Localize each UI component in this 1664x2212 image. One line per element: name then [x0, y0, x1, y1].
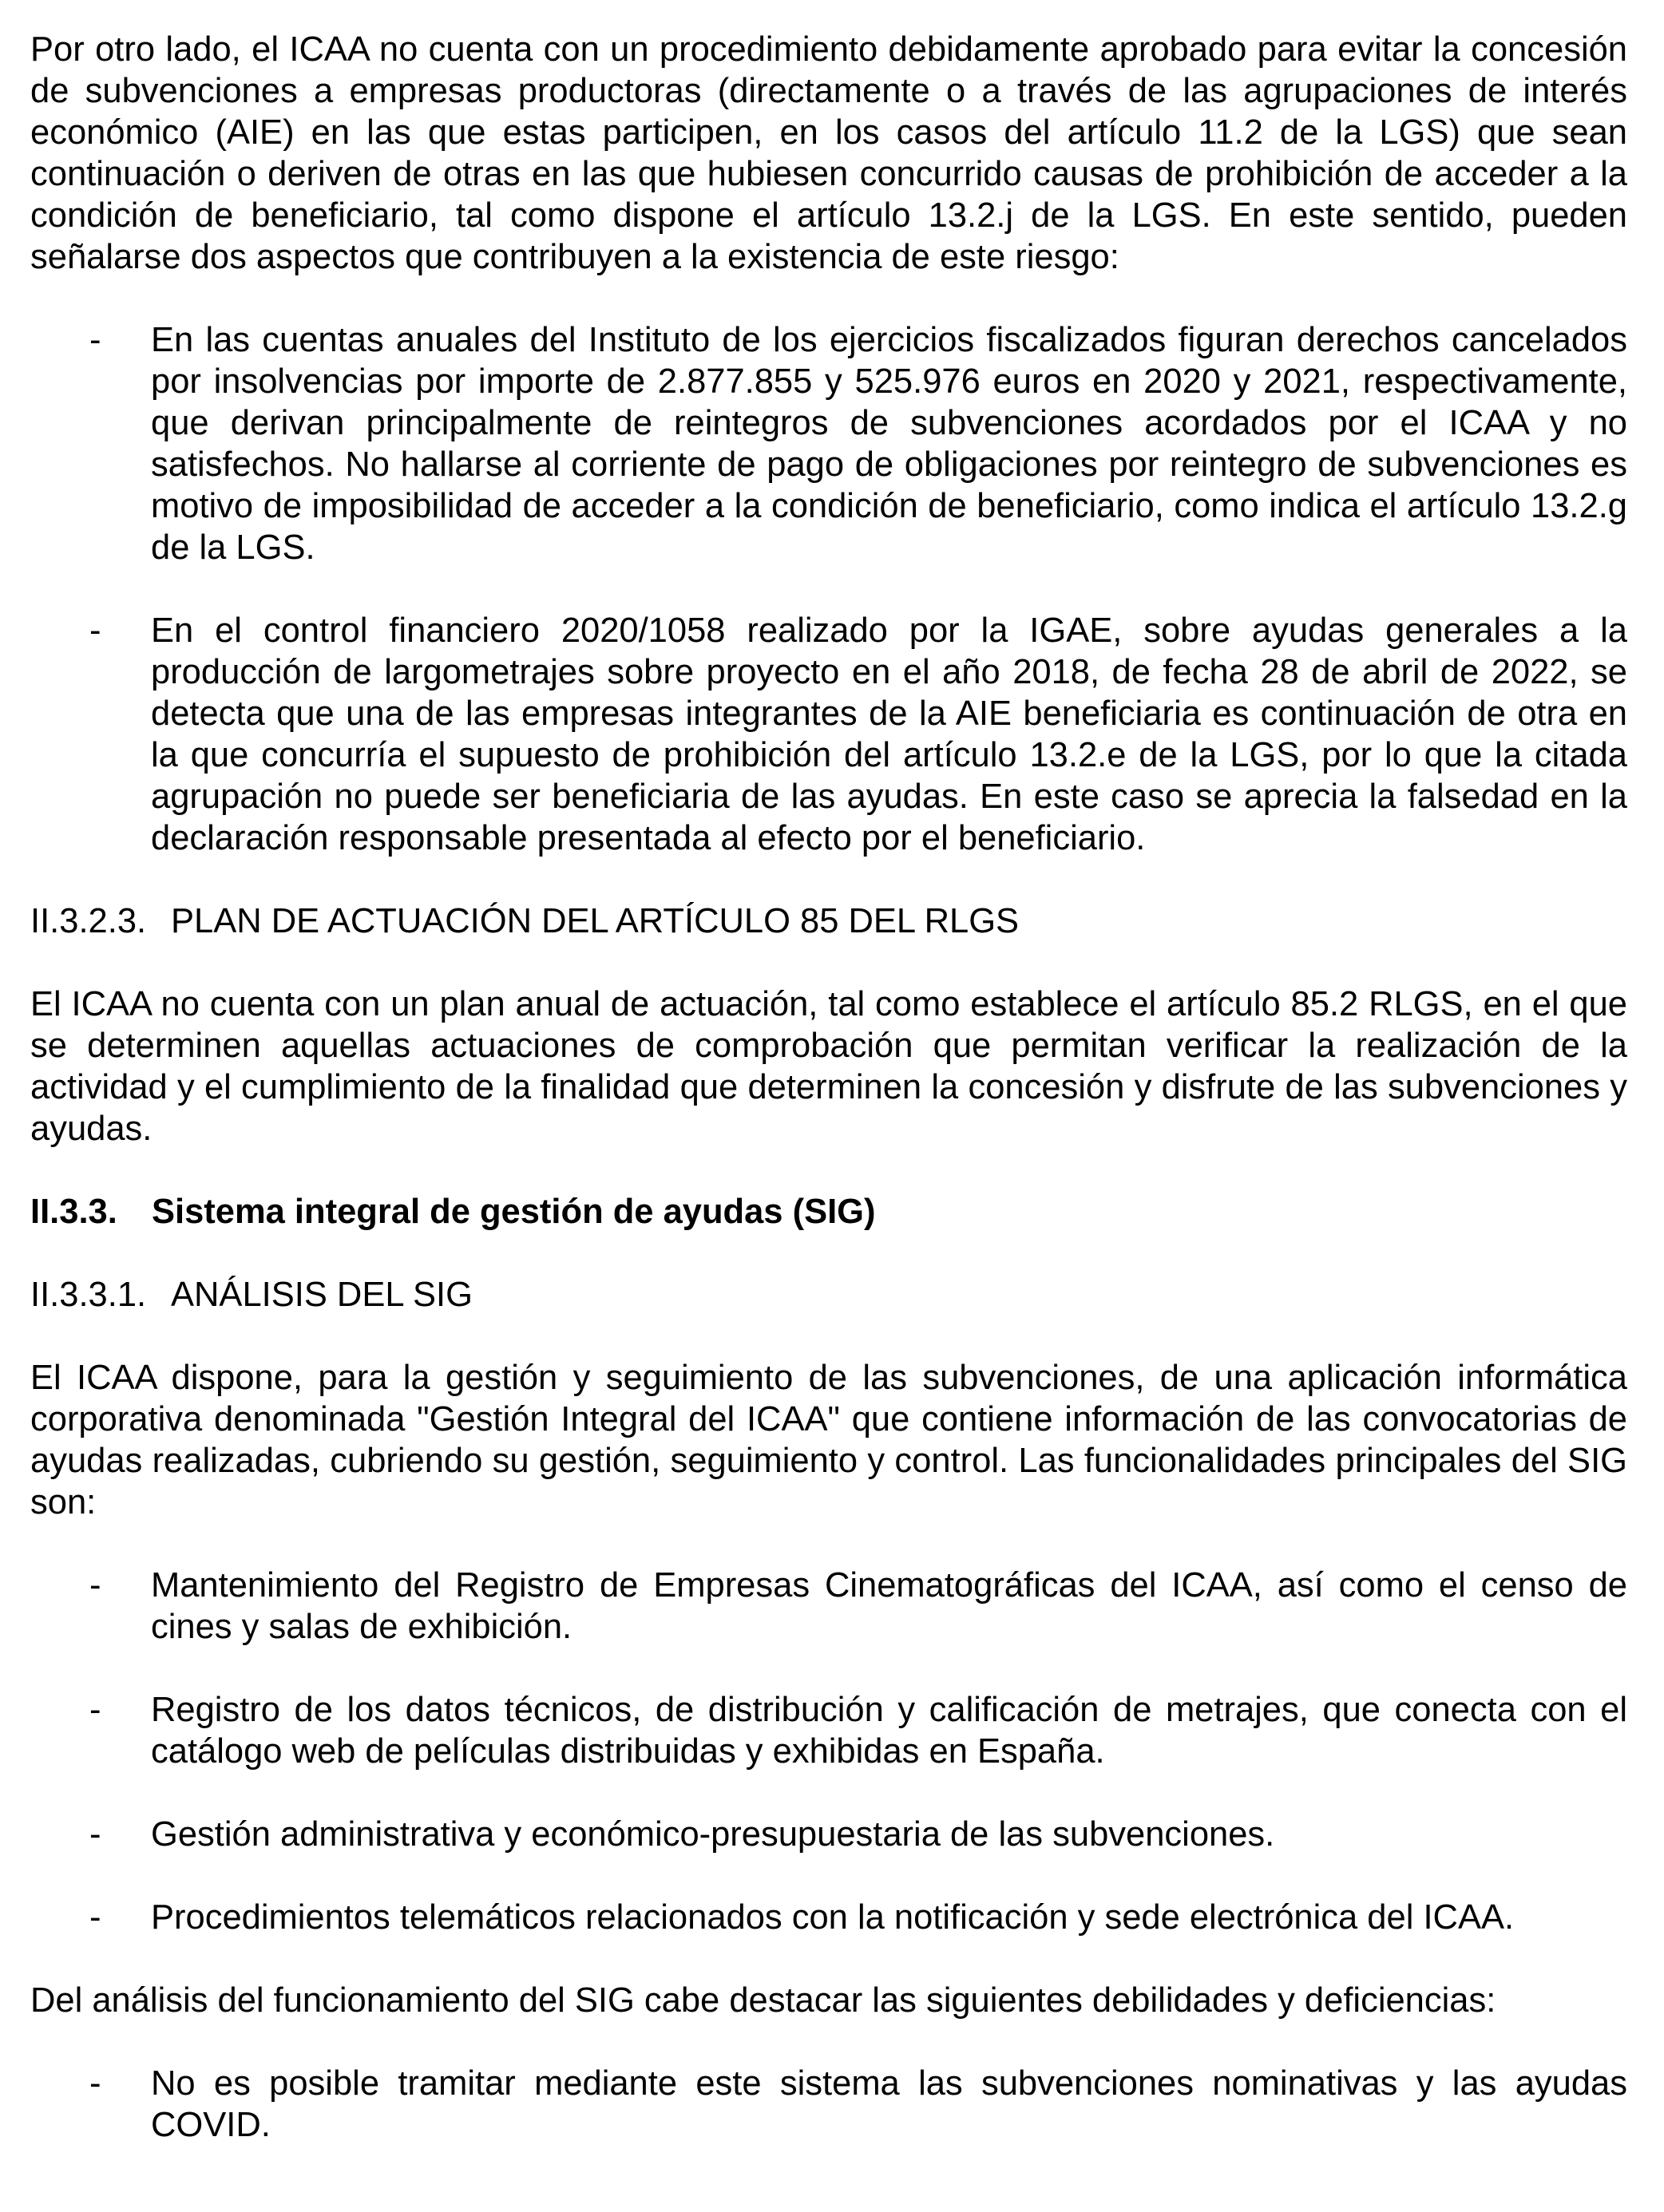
bullet-dash: - — [89, 1566, 101, 1605]
weaknesses-intro: Del análisis del funcionamiento del SIG cabe destacar las siguientes debilidades y deficiencias: — [30, 1981, 1496, 2020]
section-title: PLAN DE ACTUACIÓN DEL ARTÍCULO 85 DEL RLGS — [171, 902, 1020, 940]
section-heading-sig — [30, 1191, 1627, 1233]
risk-bullet-list — [30, 319, 1627, 859]
section-number: II.3.3.1. — [30, 1276, 147, 1314]
section-title: ANÁLISIS DEL SIG — [171, 1276, 473, 1314]
functionality-list — [30, 1565, 1627, 1938]
section-number: II.3.3. — [30, 1193, 117, 1231]
section-heading-analysis — [30, 1274, 1627, 1316]
plan-paragraph: El ICAA no cuenta con un plan anual de actuación, tal como establece el artículo 85.2 RLGS, en el que se determinen aquellas actuaciones de comprobación que permitan verificar la realización de la actividad y el cumplimiento de la finalidad que determinen la concesión y disfrute de las subvenciones y ayudas. — [30, 985, 1627, 1148]
intro-paragraph: Por otro lado, el ICAA no cuenta con un procedimiento debidamente aprobado para evitar la concesión de subvenciones a empresas productoras (directamente o a través de las agrupaciones de interés económico (AIE) en las que estas participen, en los casos del artículo 11.2 de la LGS) que sean continuación o deriven de otras en las que hubiesen concurrido causas de prohibición de acceder a la condición de beneficiario, tal como dispone el artículo 13.2.j de la LGS. En este sentido, pueden señalarse dos aspectos que contribuyen a la existencia de este riesgo: — [30, 30, 1627, 276]
list-item — [30, 1897, 1627, 1938]
list-item-text: Mantenimiento del Registro de Empresas Cinematográficas del ICAA, así como el censo de cines y salas de exhibición. — [151, 1566, 1627, 1646]
list-item — [30, 1689, 1627, 1772]
analysis-paragraph: El ICAA dispone, para la gestión y seguimiento de las subvenciones, de una aplicación informática corporativa denominada "Gestión Integral del ICAA" que contiene información de las convocatorias de ayudas realizadas, cubriendo su gestión, seguimiento y control. Las funcionalidades principales del SIG son: — [30, 1359, 1627, 1521]
section-number: II.3.2.3. — [30, 902, 147, 940]
list-item-text: Registro de los datos técnicos, de distribución y calificación de metrajes, que conecta con el catálogo web de películas distribuidas y exhibidas en España. — [151, 1691, 1627, 1771]
list-item-text: En las cuentas anuales del Instituto de los ejercicios fiscalizados figuran derechos cancelados por insolvencias por importe de 2.877.855 y 525.976 euros en 2020 y 2021, respectivamente, que derivan principalmente de reintegros de subvenciones acordados por el ICAA y no satisfechos. No hallarse al corriente de pago de obligaciones por reintegro de subvenciones es motivo de imposibilidad de acceder a la condición de beneficiario, como indica el artículo 13.2.g de la LGS. — [151, 321, 1627, 567]
list-item-text: Gestión administrativa y económico-presupuestaria de las subvenciones. — [151, 1815, 1275, 1854]
list-item — [30, 610, 1627, 859]
section-heading-plan — [30, 900, 1627, 942]
list-item-text: En el control financiero 2020/1058 realizado por la IGAE, sobre ayudas generales a la producción de largometrajes sobre proyecto en el año 2018, de fecha 28 de abril de 2022, se detecta que una de las empresas integrantes de la AIE beneficiaria es continuación de otra en la que concurría el supuesto de prohibición del artículo 13.2.e de la LGS, por lo que la citada agrupación no puede ser beneficiaria de las ayudas. En este caso se aprecia la falsedad en la declaración responsable presentada al efecto por el beneficiario. — [151, 611, 1627, 857]
weakness-list — [30, 2063, 1627, 2146]
list-item-text: Procedimientos telemáticos relacionados con la notificación y sede electrónica del ICAA. — [151, 1898, 1515, 1937]
bullet-dash: - — [89, 1691, 101, 1729]
bullet-dash: - — [89, 2064, 101, 2103]
list-item — [30, 319, 1627, 568]
list-item — [30, 2063, 1627, 2146]
bullet-dash: - — [89, 1898, 101, 1937]
list-item — [30, 1565, 1627, 1648]
document-page — [30, 29, 1627, 2146]
bullet-dash: - — [89, 321, 101, 359]
section-title: Sistema integral de gestión de ayudas (SIG) — [152, 1193, 876, 1231]
bullet-dash: - — [89, 611, 101, 650]
list-item — [30, 1814, 1627, 1855]
list-item-text: No es posible tramitar mediante este sistema las subvenciones nominativas y las ayudas COVID. — [151, 2064, 1627, 2144]
bullet-dash: - — [89, 1815, 101, 1854]
